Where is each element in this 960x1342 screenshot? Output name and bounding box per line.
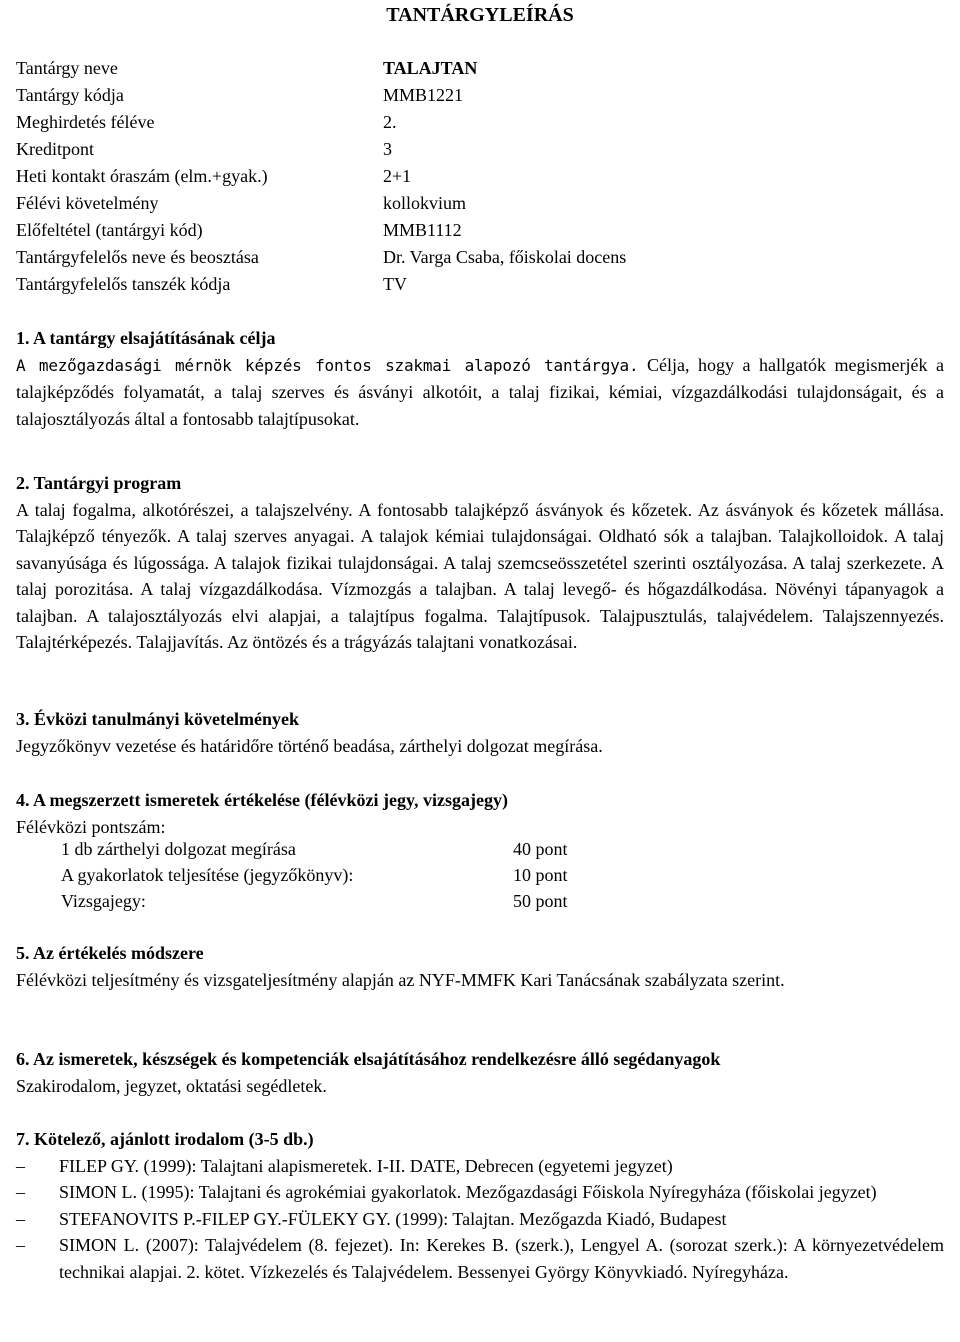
meta-row-semester xyxy=(0,109,960,136)
meta-label: Tantárgyfelelős neve és beosztása xyxy=(16,247,259,267)
score-row xyxy=(61,836,621,862)
meta-row-course-code xyxy=(0,82,960,109)
section-7-literature xyxy=(16,1126,944,1285)
section-body: Szakirodalom, jegyzet, oktatási segédletek. xyxy=(16,1075,327,1096)
dash-bullet: – xyxy=(16,1208,25,1229)
dash-bullet: – xyxy=(16,1182,25,1202)
section-heading: 2. Tantárgyi program xyxy=(16,473,182,493)
meta-label: Meghirdetés féléve xyxy=(16,112,155,132)
meta-row-credits xyxy=(0,136,960,163)
reference-text: STEFANOVITS P.-FILEP GY.-FÜLEKY GY. (1999): Talajtan. Mezőgazda Kiadó, Budapest xyxy=(59,1208,727,1229)
meta-value: 3 xyxy=(383,139,392,159)
meta-value: TALAJTAN xyxy=(383,58,478,78)
meta-value: 2+1 xyxy=(383,166,412,186)
reference-text: FILEP GY. (1999): Talajtani alapismeretek. I-II. DATE, Debrecen (egyetemi jegyzet) xyxy=(59,1155,673,1176)
section-heading: 3. Évközi tanulmányi követelmények xyxy=(16,709,300,729)
score-list xyxy=(61,836,621,914)
meta-row-prerequisite xyxy=(0,217,960,244)
section-heading: 7. Kötelező, ajánlott irodalom (3-5 db.) xyxy=(16,1129,314,1149)
meta-row-responsible xyxy=(0,244,960,271)
document-title: TANTÁRGYLEÍRÁS xyxy=(386,4,574,26)
meta-label: Félévi követelmény xyxy=(16,193,159,213)
dash-bullet: – xyxy=(16,1235,25,1255)
meta-value: MMB1221 xyxy=(383,85,464,105)
dash-bullet: – xyxy=(16,1155,25,1176)
reference-list xyxy=(16,1153,944,1286)
reference-text: SIMON L. (1995): Talajtani és agrokémiai gyakorlatok. Mezőgazdasági Főiskola Nyíregyháza (főiskolai jegyzet) xyxy=(59,1182,877,1202)
score-label: A gyakorlatok teljesítése (jegyzőkönyv): xyxy=(61,865,354,885)
section-6-materials xyxy=(16,1046,944,1099)
section-lead: A mezőgazdasági mérnök képzés fontos szakmai alapozó tantárgya. xyxy=(16,355,639,375)
meta-value: 2. xyxy=(383,112,397,132)
section-text: Célja, hogy a hallgatók megismerjék a talajképződés folyamatát, a talaj szerves és ásványi alkotóit, a talaj fizikai, kémiai, vízgazdálkodási tulajdonságait, és a talajosztályozás által a fontosabb talajtípusokat. xyxy=(16,354,944,429)
meta-row-course-name xyxy=(0,55,960,82)
section-2-program xyxy=(16,470,944,656)
meta-row-department xyxy=(0,271,960,298)
reference-item xyxy=(16,1206,944,1233)
section-body xyxy=(16,352,944,433)
score-row xyxy=(61,862,621,888)
section-heading: 5. Az értékelés módszere xyxy=(16,943,204,963)
meta-value: Dr. Varga Csaba, főiskolai docens xyxy=(383,247,627,267)
reference-text: SIMON L. (2007): Talajvédelem (8. fejezet). In: Kerekes B. (szerk.), Lengyel A. (sorozat szerk.): A környezetvédelem technikai alapjai. 2. kötet. Vízkezelés és Talajvédelem. Bessenyei György Könyvkiadó. Nyíregyháza. xyxy=(59,1235,944,1282)
score-points: 40 pont xyxy=(513,839,568,859)
section-heading: 1. A tantárgy elsajátításának célja xyxy=(16,328,276,348)
reference-item xyxy=(16,1232,944,1285)
meta-label: Kreditpont xyxy=(16,139,94,159)
section-3-requirements xyxy=(16,706,944,759)
score-label: 1 db zárthelyi dolgozat megírása xyxy=(61,839,296,859)
meta-label: Előfeltétel (tantárgyi kód) xyxy=(16,220,203,240)
score-label: Vizsgajegy: xyxy=(61,891,146,911)
meta-label: Tantárgyfelelős tanszék kódja xyxy=(16,274,231,294)
meta-value: MMB1112 xyxy=(383,220,462,240)
score-row xyxy=(61,888,621,914)
reference-item xyxy=(16,1179,944,1206)
meta-label: Tantárgy kódja xyxy=(16,85,124,105)
meta-row-requirement xyxy=(0,190,960,217)
meta-row-weekly-hours xyxy=(0,163,960,190)
section-4-evaluation xyxy=(16,787,944,840)
course-info-table xyxy=(0,55,960,298)
meta-value: kollokvium xyxy=(383,193,467,213)
section-1-goal xyxy=(16,325,944,432)
section-body: Félévközi teljesítmény és vizsgateljesítmény alapján az NYF-MMFK Kari Tanácsának szabályzata szerint. xyxy=(16,969,785,990)
section-heading: 4. A megszerzett ismeretek értékelése (félévközi jegy, vizsgajegy) xyxy=(16,790,508,810)
section-5-method xyxy=(16,940,944,993)
section-intro: Félévközi pontszám: xyxy=(16,816,166,837)
reference-item xyxy=(16,1153,944,1180)
section-body: A talaj fogalma, alkotórészei, a talajszelvény. A fontosabb talajképző ásványok és kőzetek. Az ásványok és kőzetek mállása. Talajképző tényezők. A talaj szerves anyagai. A talajok kémiai tulajdonságai. Oldható sók a talajban. Talajkolloidok. A talaj savanyúsága és lúgossága. A talajok fizikai tulajdonságai. A talaj szemcseösszetétel szerinti osztályozása. A talaj szerkezete. A talaj porozitása. A talaj vízgazdálkodása. Vízmozgás a talajban. A talaj levegő- és hőgazdálkodása. Növényi tápanyagok a talajban. A talajosztályozás elvi alapjai, a talajtípus fogalma. Talajtípusok. Talajpusztulás, talajvédelem. Talajszennyezés. Talajtérképezés. Talajjavítás. Az öntözés és a trágyázás talajtani vonatkozásai. xyxy=(16,499,944,652)
score-points: 50 pont xyxy=(513,891,568,911)
score-points: 10 pont xyxy=(513,865,568,885)
meta-value: TV xyxy=(383,274,407,294)
section-heading: 6. Az ismeretek, készségek és kompetenciák elsajátításához rendelkezésre álló segédanyagok xyxy=(16,1049,721,1069)
meta-label: Tantárgy neve xyxy=(16,58,118,78)
section-body: Jegyzőkönyv vezetése és határidőre történő beadása, zárthelyi dolgozat megírása. xyxy=(16,735,603,756)
meta-label: Heti kontakt óraszám (elm.+gyak.) xyxy=(16,166,268,186)
